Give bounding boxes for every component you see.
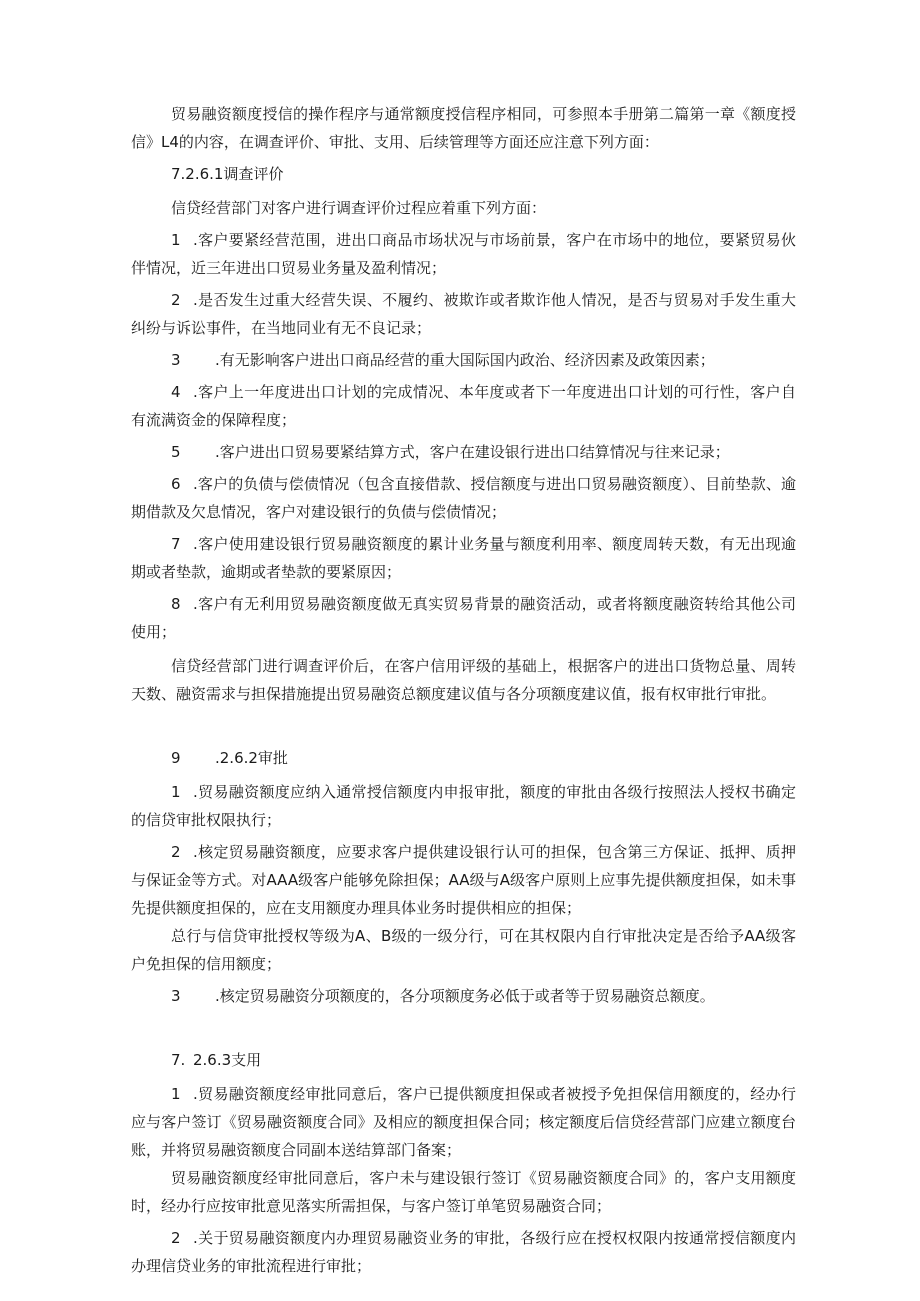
section-lead: 信贷经营部门对客户进行调查评价过程应着重下列方面： [171,199,547,217]
item-text: .客户要紧经营范围，进出口商品市场状况与市场前景，客户在市场中的地位，要紧贸易伙伴情况，近三年进出口贸易业务量及盈利情况； [131,231,796,277]
item-number: 3 [171,351,181,369]
list-item [131,1080,796,1164]
heading-number: 9 [171,749,181,767]
item-number: 6 [171,475,181,493]
item-text: .客户上一年度进出口计划的完成情况、本年度或者下一年度进出口计划的可行性，客户自有流满资金的保障程度； [131,383,796,429]
list-item [131,530,796,586]
item-number: 5 [171,443,181,461]
item-number: 8 [171,595,181,613]
list-item [131,982,796,1010]
list-item [131,590,796,646]
item-text: .客户进出口贸易要紧结算方式，客户在建设银行进出口结算情况与往来记录； [215,443,730,461]
item-number: 2 [171,1229,181,1247]
item-text: .有无影响客户进出口商品经营的重大国际国内政治、经济因素及政策因素； [215,351,715,369]
list-item [131,438,796,466]
list-item [131,1224,796,1280]
heading-text: .2.6.2审批 [215,749,288,767]
item-number: 1 [171,1085,181,1103]
list-item [131,226,796,282]
section-heading-usage [131,1046,796,1074]
document-body [131,100,796,1280]
item-text: .贸易融资额度应纳入通常授信额度内申报审批，额度的审批由各级行按照法人授权书确定的信贷审批权限执行； [131,783,796,829]
item-number: 2 [171,291,181,309]
item-number: 2 [171,843,181,861]
heading-text: 2.6.3支用 [193,1051,262,1069]
intro-paragraph: 贸易融资额度授信的操作程序与通常额度授信程序相同，可参照本手册第二篇第一章《额度授信》L4的内容，在调查评价、审批、支用、后续管理等方面还应注意下列方面： [131,105,796,151]
closing-paragraph: 信贷经营部门进行调查评价后，在客户信用评级的基础上，根据客户的进出口货物总量、周转天数、融资需求与担保措施提出贸易融资总额度建议值与各分项额度建议值，报有权审批行审批。 [131,657,796,703]
list-item [131,778,796,834]
item-number: 4 [171,383,181,401]
item-number: 1 [171,231,181,249]
spacer [131,708,796,740]
section-heading-investigation: 7.2.6.1调查评价 [171,165,284,183]
note-paragraph: 总行与信贷审批授权等级为A、B级的一级分行，可在其权限内自行审批决定是否给予AA级客户免担保的信用额度； [131,927,796,973]
item-text: .贸易融资额度经审批同意后，客户已提供额度担保或者被授予免担保信用额度的，经办行应与客户签订《贸易融资额度合同》及相应的额度担保合同；核定额度后信贷经营部门应建立额度台账，并将贸易融资额度合同副本送结算部门备案； [131,1085,796,1159]
item-text: .关于贸易融资额度内办理贸易融资业务的审批，各级行应在授权权限内按通常授信额度内办理信贷业务的审批流程进行审批； [131,1229,796,1275]
item-text: .是否发生过重大经营失误、不履约、被欺诈或者欺诈他人情况，是否与贸易对手发生重大纠纷与诉讼事件，在当地同业有无不良记录； [131,291,796,337]
list-item [131,838,796,922]
list-item [131,346,796,374]
item-text: .核定贸易融资分项额度的，各分项额度务必低于或者等于贸易融资总额度。 [215,987,715,1005]
list-item [131,378,796,434]
spacer [131,1010,796,1042]
list-item [131,470,796,526]
section-heading-approval [131,744,796,772]
item-number: 7 [171,535,181,553]
item-text: .客户的负债与偿债情况（包含直接借款、授信额度与进出口贸易融资额度）、目前垫款、逾期借款及欠息情况，客户对建设银行的负债与偿债情况； [131,475,796,521]
list-item [131,286,796,342]
heading-number: 7. [171,1051,186,1069]
item-text: .客户使用建设银行贸易融资额度的累计业务量与额度利用率、额度周转天数，有无出现逾期或者垫款，逾期或者垫款的要紧原因； [131,535,796,581]
item-number: 3 [171,987,181,1005]
item-text: .核定贸易融资额度，应要求客户提供建设银行认可的担保，包含第三方保证、抵押、质押与保证金等方式。对AAA级客户能够免除担保；AA级与A级客户原则上应事先提供额度担保，如未事先提供额度担保的，应在支用额度办理具体业务时提供相应的担保； [131,843,796,917]
item-text: .客户有无利用贸易融资额度做无真实贸易背景的融资活动，或者将额度融资转给其他公司使用； [131,595,796,641]
item-number: 1 [171,783,181,801]
note-paragraph: 贸易融资额度经审批同意后，客户未与建设银行签订《贸易融资额度合同》的，客户支用额度时，经办行应按审批意见落实所需担保，与客户签订单笔贸易融资合同； [131,1169,796,1215]
